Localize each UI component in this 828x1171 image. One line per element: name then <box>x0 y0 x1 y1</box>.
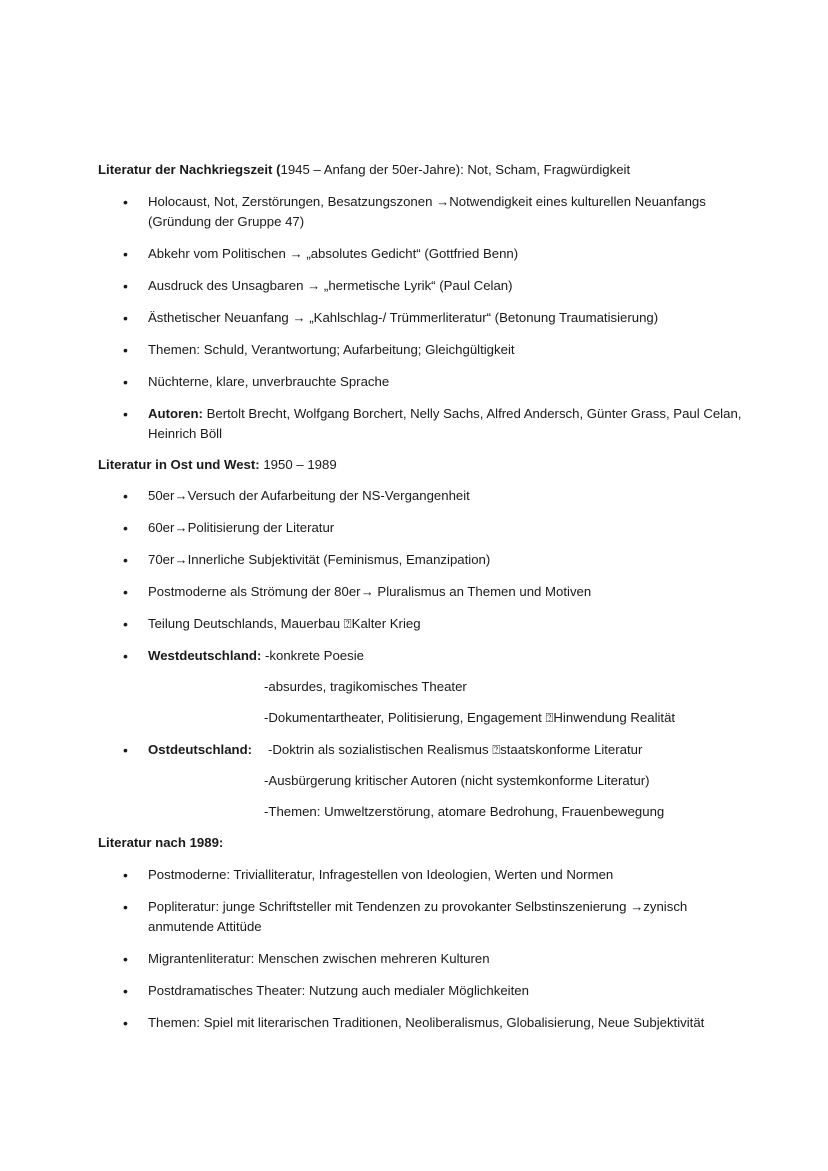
list-item: • Teilung Deutschlands, Mauerbau ⍰Kalter Krieg <box>123 616 421 632</box>
section-heading: Literatur der Nachkriegszeit (1945 – Anfang der 50er-Jahre): Not, Scham, Fragwürdigkeit <box>98 162 631 177</box>
list-item: • 50er→Versuch der Aufarbeitung der NS-Vergangenheit <box>123 488 470 504</box>
list-item: • Holocaust, Not, Zerstörungen, Besatzungszonen →Notwendigkeit eines kulturellen Neuanfangs (Gründung der Gruppe 47) <box>123 194 706 229</box>
sub-item: -Dokumentartheater, Politisierung, Engagement ⍰Hinwendung Realität <box>264 710 676 725</box>
list-item: • 70er→Innerliche Subjektivität (Feminismus, Emanzipation) <box>123 552 491 568</box>
list-item: • Abkehr vom Politischen → „absolutes Gedicht“ (Gottfried Benn) <box>123 246 519 262</box>
list-item: • Postmoderne als Strömung der 80er→ Pluralismus an Themen und Motiven <box>123 584 592 600</box>
sub-item: -Themen: Umweltzerstörung, atomare Bedrohung, Frauenbewegung <box>264 804 665 819</box>
list-item-west: • Westdeutschland: -konkrete Poesie <box>123 648 364 664</box>
list-item: • Themen: Spiel mit literarischen Traditionen, Neoliberalismus, Globalisierung, Neue Subjektivität <box>123 1015 705 1031</box>
list-item: • Themen: Schuld, Verantwortung; Aufarbeitung; Gleichgültigkeit <box>123 342 515 358</box>
list-item: • Popliteratur: junge Schriftsteller mit Tendenzen zu provokanter Selbstinszenierung →zynisch anmutende Attitüde <box>123 899 688 934</box>
list-item: • Ausdruck des Unsagbaren → „hermetische Lyrik“ (Paul Celan) <box>123 278 513 294</box>
sub-item: -absurdes, tragikomisches Theater <box>264 679 467 694</box>
list-item-ost: • Ostdeutschland: <box>123 742 253 758</box>
section-heading: Literatur in Ost und West: 1950 – 1989 <box>98 457 337 472</box>
list-item-authors: • Autoren: Bertolt Brecht, Wolfgang Borchert, Nelly Sachs, Alfred Andersch, Günter Grass, Paul Celan, Heinrich Böll <box>123 406 742 441</box>
list-item: • Postmoderne: Trivialliteratur, Infragestellen von Ideologien, Werten und Normen <box>123 867 614 883</box>
list-item: • Postdramatisches Theater: Nutzung auch medialer Möglichkeiten <box>123 983 529 999</box>
list-item: • 60er→Politisierung der Literatur <box>123 520 335 536</box>
section-heading: Literatur nach 1989: <box>98 835 224 850</box>
list-item: • Ästhetischer Neuanfang → „Kahlschlag-/ Trümmerliteratur“ (Betonung Traumatisierung) <box>123 310 659 326</box>
list-item: • Nüchterne, klare, unverbrauchte Sprache <box>123 374 390 390</box>
sub-item: -Doktrin als sozialistischen Realismus ⍰staatskonforme Literatur <box>268 742 643 757</box>
sub-item: -Ausbürgerung kritischer Autoren (nicht systemkonforme Literatur) <box>264 773 650 788</box>
list-item: • Migrantenliteratur: Menschen zwischen mehreren Kulturen <box>123 951 490 967</box>
